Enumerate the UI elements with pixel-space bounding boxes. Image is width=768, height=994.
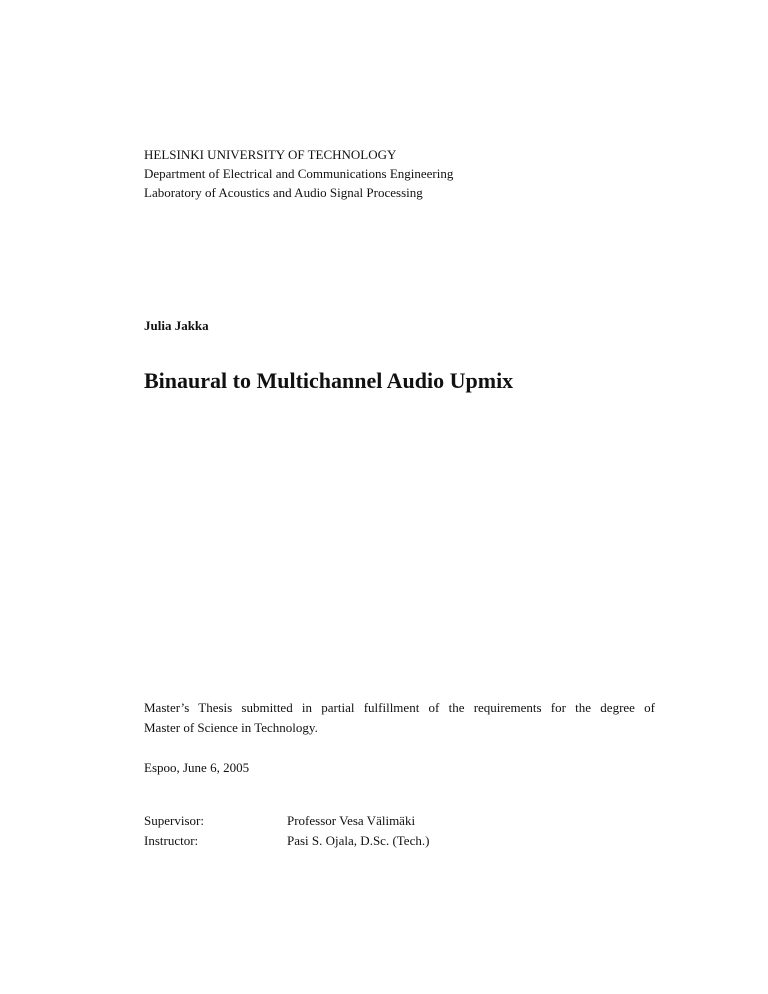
author-name: Julia Jakka [144,318,209,333]
statement-line-1: Master’s Thesis submitted in partial fulfillment of the requirements for the degree of [144,700,655,715]
supervisor-name: Professor Vesa Välimäki [287,813,416,828]
affiliation-block [144,145,453,202]
instructor-name: Pasi S. Ojala, D.Sc. (Tech.) [287,833,430,848]
instructor-label: Instructor: [144,833,199,848]
instructor-row [144,831,429,851]
place-and-date: Espoo, June 6, 2005 [144,760,250,775]
supervisor-label: Supervisor: [144,813,204,828]
supervision-block [144,811,429,851]
supervisor-row [144,811,429,831]
university-name: HELSINKI UNIVERSITY OF TECHNOLOGY [144,147,397,162]
thesis-statement [144,698,655,738]
thesis-title: Binaural to Multichannel Audio Upmix [144,368,514,393]
statement-line-2: Master of Science in Technology. [144,720,318,735]
department-name: Department of Electrical and Communications Engineering [144,166,454,181]
laboratory-name: Laboratory of Acoustics and Audio Signal Processing [144,185,423,200]
